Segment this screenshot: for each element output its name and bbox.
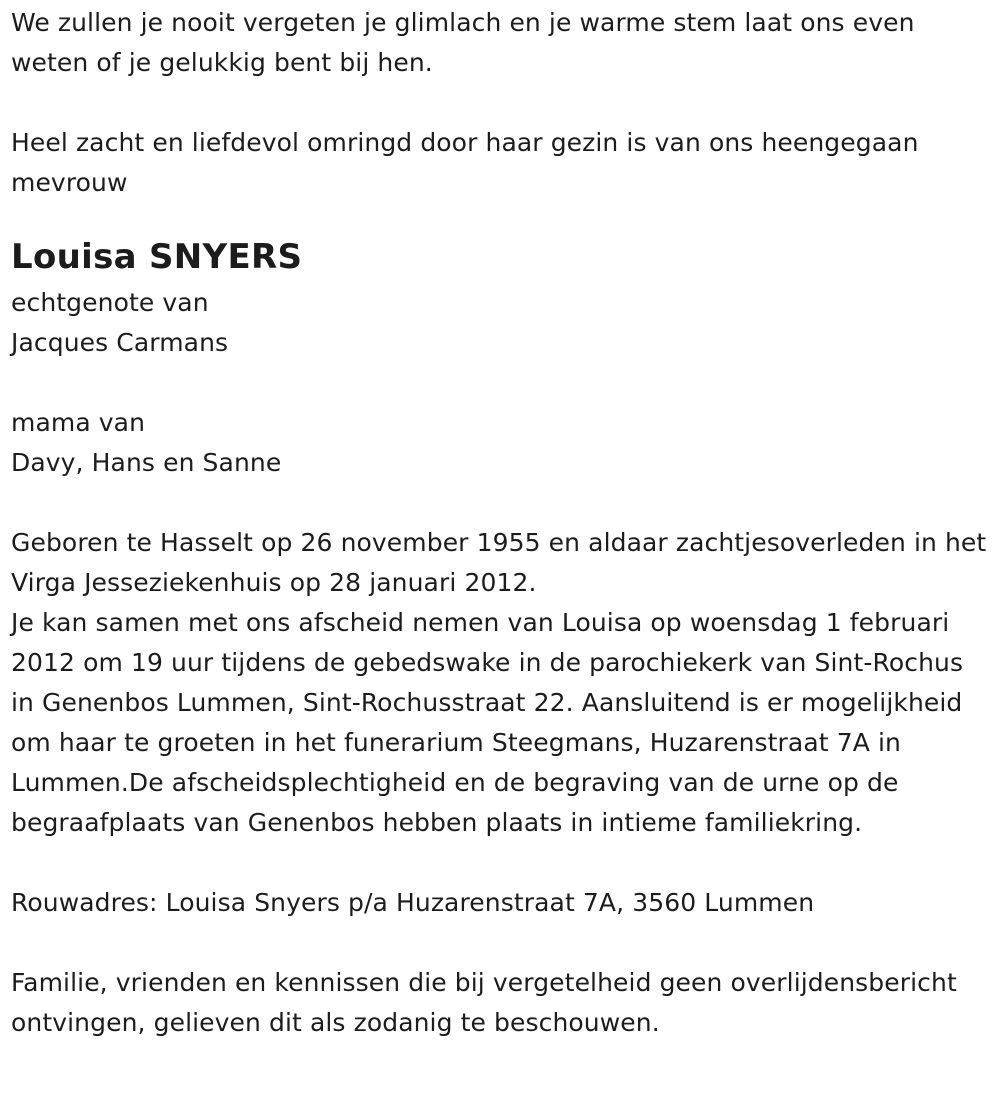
- birth-death-paragraph: Geboren te Hasselt op 26 november 1955 en aldaar zachtjesoverleden in het Virga Jesseziekenhuis op 28 januari 2012.: [11, 528, 987, 597]
- spouse-relation: echtgenote van: [11, 288, 209, 317]
- children-names: Davy, Hans en Sanne: [11, 448, 282, 477]
- closing-note: Familie, vrienden en kennissen die bij vergetelheid geen overlijdensbericht ontvingen, gelieven dit als zodanig te beschouwen.: [11, 968, 957, 1037]
- intro-quote: We zullen je nooit vergeten je glimlach en je warme stem laat ons even weten of je gelukkig bent bij hen.: [11, 8, 915, 77]
- spacer: [11, 203, 993, 231]
- spacer: [11, 843, 993, 883]
- spacer: [11, 483, 993, 523]
- announcement: Heel zacht en liefdevol omringd door haar gezin is van ons heengegaan mevrouw: [11, 128, 919, 197]
- children-relation: mama van: [11, 408, 146, 437]
- spacer: [11, 363, 993, 403]
- spouse-name: Jacques Carmans: [11, 328, 229, 357]
- obituary-notice: [11, 3, 993, 1043]
- spacer: [11, 923, 993, 963]
- spacer: [11, 83, 993, 123]
- ceremony-paragraph: Je kan samen met ons afscheid nemen van Louisa op woensdag 1 februari 2012 om 19 uur tijdens de gebedswake in de parochiekerk van Sint-Rochus in Genenbos Lummen, Sint-Rochusstraat 22. Aansluitend is er mogelijkheid om haar te groeten in het funerarium Steegmans, Huzarenstraat 7A in Lummen.De afscheidsplechtigheid en de begraving van de urne op de begraafplaats van Genenbos hebben plaats in intieme familiekring.: [11, 608, 964, 837]
- deceased-name: Louisa SNYERS: [11, 237, 303, 277]
- mourning-address: Rouwadres: Louisa Snyers p/a Huzarenstraat 7A, 3560 Lummen: [11, 888, 815, 917]
